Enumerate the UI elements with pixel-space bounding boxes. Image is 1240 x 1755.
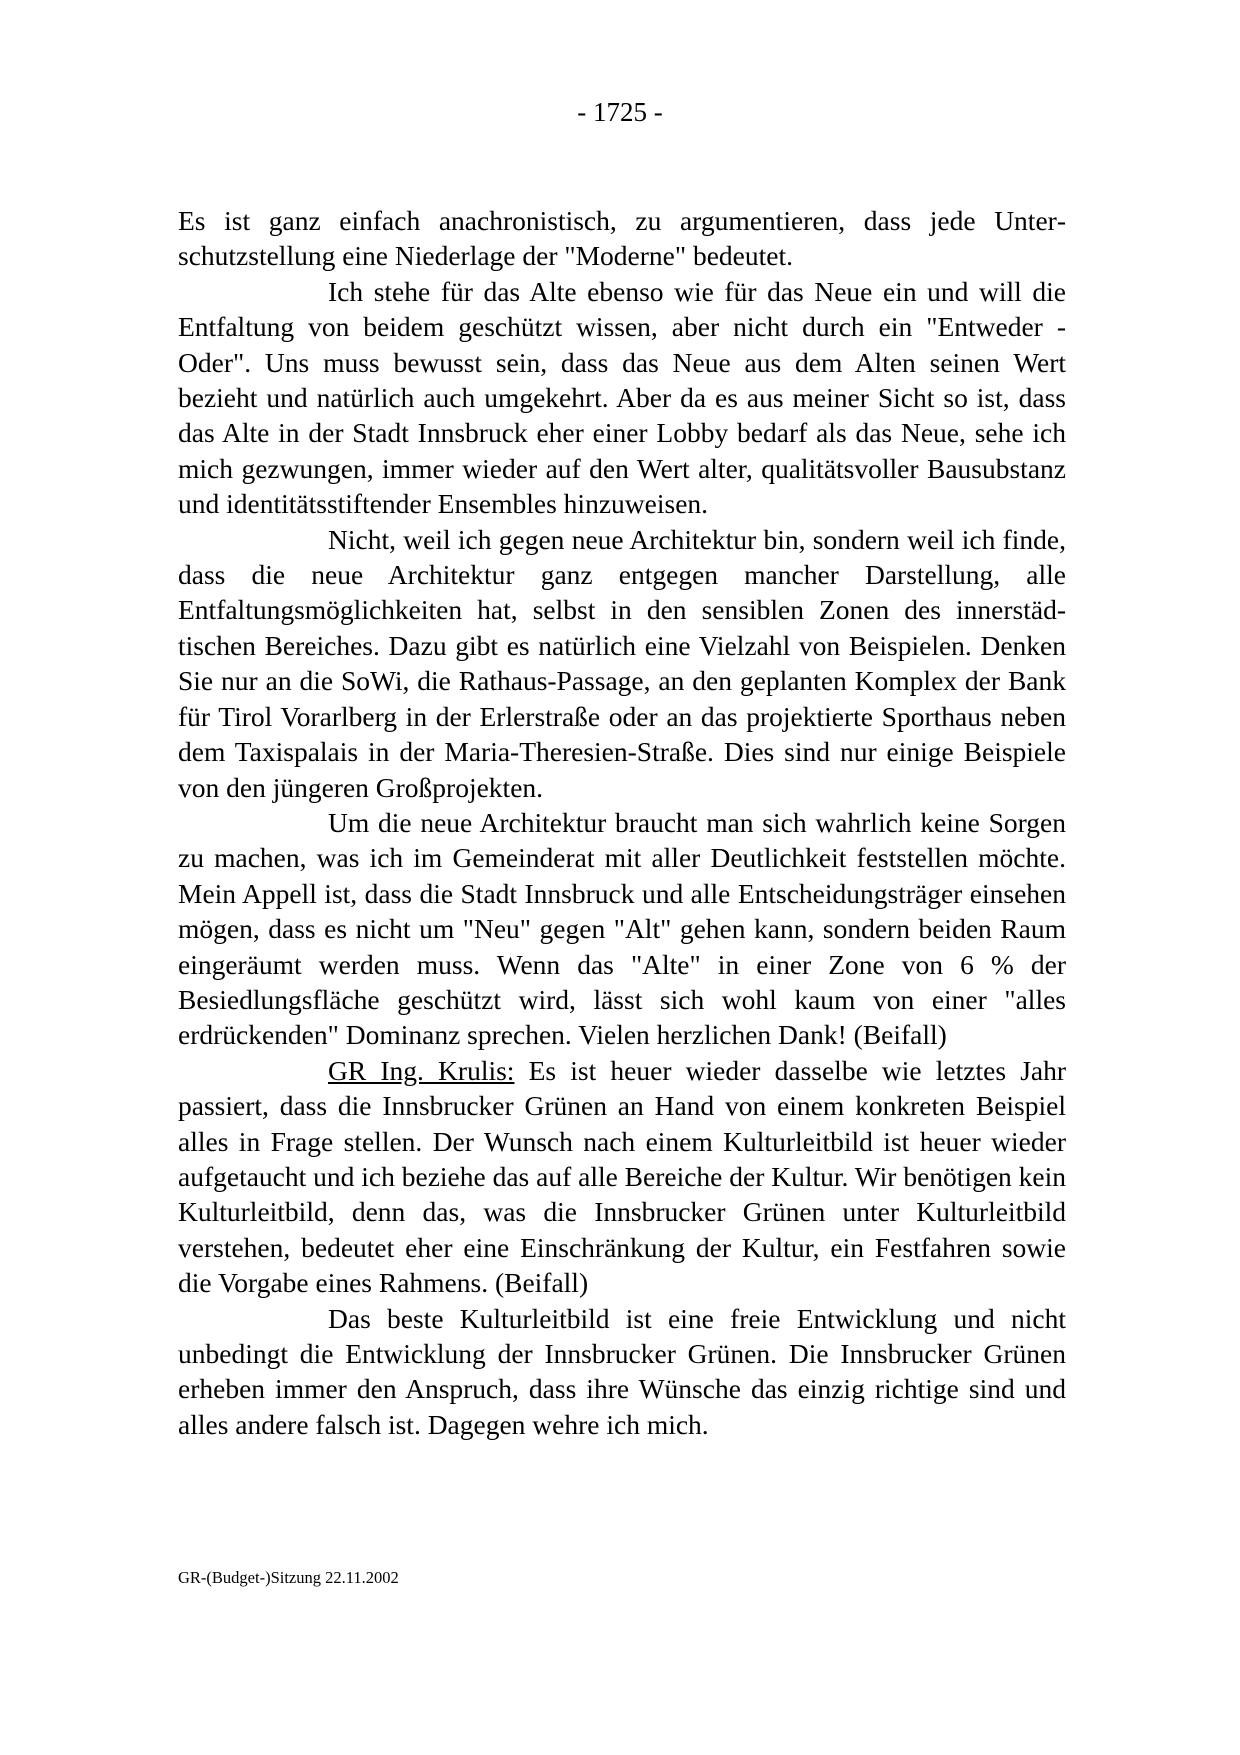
body-text [178,203,1066,1442]
footer-session: GR-(Budget-)Sitzung 22.11.2002 [178,1568,399,1587]
paragraph: Nicht, weil ich gegen neue Architektur bin, sondern weil ich finde, dass die neue Architektur ganz entgegen mancher Darstellung, alle Entfaltungsmöglichkeiten hat, selbst in den sensiblen Zonen des innerstädtischen Bereiches. Dazu gibt es natürlich eine Vielzahl von Beispielen. Denken Sie nur an die SoWi, die Rathaus-Passage, an den geplanten Komplex der Bank für Tirol Vorarlberg in der Erlerstraße oder an das projektierte Sporthaus neben dem Taxispalais in der Maria-Theresien-Straße. Dies sind nur einige Beispiele von den jüngeren Großprojekten. [178,523,1066,803]
paragraph: Ich stehe für das Alte ebenso wie für das Neue ein und will die Entfaltung von beidem geschützt wissen, aber nicht durch ein "Entweder - Oder". Uns muss bewusst sein, dass das Neue aus dem Alten seinen Wert bezieht und natürlich auch umgekehrt. Aber da es aus meiner Sicht so ist, dass das Alte in der Stadt Innsbruck eher einer Lobby bedarf als das Neue, sehe ich mich gezwungen, immer wieder auf den Wert alter, qualitätsvoller Bausubstanz und identitätsstiftender Ensembles hinzuweisen. [178,275,1066,520]
paragraph: Um die neue Architektur braucht man sich wahrlich keine Sorgen zu machen, was ich im Gemeinderat mit aller Deutlichkeit feststellen möchte. Mein Appell ist, dass die Stadt Innsbruck und alle Entscheidungsträger einsehen mögen, dass es nicht um "Neu" gegen "Alt" gehen kann, sondern beiden Raum eingeräumt werden muss. Wenn das "Alte" in einer Zone von 6 % der Besiedlungsfläche geschützt wird, lässt sich wohl kaum von einer "alles erdrückenden" Dominanz sprechen. Vielen herzlichen Dank! (Beifall) [178,806,1066,1051]
paragraph [178,1053,1066,1301]
speaker-name: GR Ing. Krulis: [328,1054,515,1086]
speech-text: Es ist heuer wieder dasselbe wie letztes Jahr passiert, dass die Innsbrucker Grünen an Hand von einem konkreten Beispiel alles in Frage stellen. Der Wunsch nach einem Kulturleitbild ist heuer wieder aufgetaucht und ich beziehe das auf alle Bereiche der Kultur. Wir benötigen kein Kulturleitbild, denn das, was die Innsbrucker Grünen unter Kulturleitbild verstehen, bedeutet eher eine Einschränkung der Kultur, ein Festfahren sowie die Vorgabe eines Rahmens. (Beifall) [178,1054,1067,1299]
page-number: - 1725 - [577,97,663,127]
paragraph: Das beste Kulturleitbild ist eine freie Entwicklung und nicht unbedingt die Entwicklung der Innsbrucker Grünen. Die Innsbrucker Grünen erheben immer den Anspruch, dass ihre Wünsche das einzig richtige sind und alles andere falsch ist. Dagegen wehre ich mich. [178,1302,1066,1440]
paragraph: Es ist ganz einfach anachronistisch, zu argumentieren, dass jede Unterschutzstellung eine Niederlage der "Moderne" bedeutet. [178,205,1066,272]
